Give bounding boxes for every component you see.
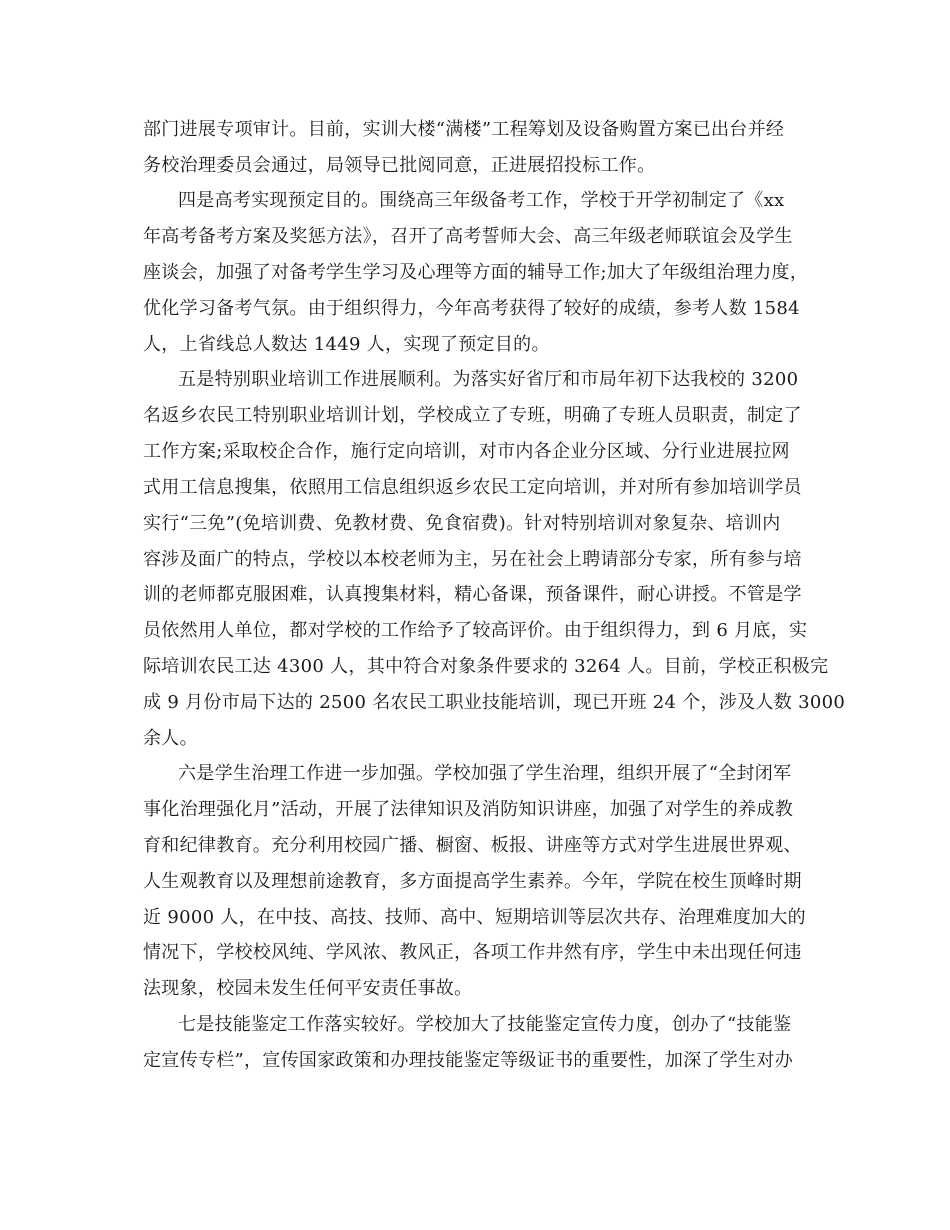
text-line: 际培训农民工达 4300 人，其中符合对象条件要求的 3264 人。目前，学校正积极完 [143, 656, 829, 677]
text-line: 名返乡农民工特别职业培训计划，学校成立了专班，明确了专班人员职责，制定了 [143, 405, 802, 426]
text-line: 座谈会，加强了对备考学生学习及心理等方面的辅导工作;加大了年级组治理力度， [143, 262, 809, 283]
text-line: 人，上省线总人数达 1449 人，实现了预定目的。 [143, 334, 550, 355]
text-line: 工作方案;采取校企合作，施行定向培训，对市内各企业分区域、分行业进展拉网 [143, 441, 790, 462]
paragraph-start-line: 五是特别职业培训工作进展顺利。为落实好省厅和市局年初下达我校的 3200 [178, 369, 799, 390]
text-line: 成 9 月份市局下达的 2500 名农民工职业技能培训，现已开班 24 个，涉及人数 3000 [143, 692, 846, 713]
text-line: 近 9000 人，在中技、高技、技师、高中、短期培训等层次共存、治理难度加大的 [143, 907, 806, 928]
text-line: 容涉及面广的特点，学校以本校老师为主，另在社会上聘请部分专家，所有参与培 [143, 549, 802, 570]
text-line: 定宣传专栏”，宣传国家政策和办理技能鉴定等级证书的重要性，加深了学生对办 [143, 1050, 793, 1071]
text-line: 情况下，学校校风纯、学风浓、教风正，各项工作井然有序，学生中未出现任何违 [143, 942, 802, 963]
text-line: 人生观教育以及理想前途教育，多方面提高学生素养。今年，学院在校生顶峰时期 [143, 871, 802, 892]
text-line: 优化学习备考气氛。由于组织得力，今年高考获得了较好的成绩，参考人数 1584 [143, 298, 800, 319]
text-line: 务校治理委员会通过，局领导已批阅同意，正进展招投标工作。 [143, 155, 656, 176]
text-line: 年高考备考方案及奖惩方法》，召开了高考誓师大会、高三年级老师联谊会及学生 [143, 226, 793, 247]
text-line: 员依然用人单位，都对学校的工作给予了较高评价。由于组织得力，到 6 月底，实 [143, 620, 808, 641]
paragraph-start-line: 七是技能鉴定工作落实较好。学校加大了技能鉴定宣传力度，创办了“技能鉴 [178, 1014, 792, 1035]
text-line: 法现象，校园未发生任何平安责任事故。 [143, 978, 473, 999]
text-line: 余人。 [143, 728, 198, 749]
text-line: 部门进展专项审计。目前，实训大楼“满楼”工程筹划及设备购置方案已出台并经 [143, 119, 785, 140]
paragraph-start-line: 六是学生治理工作进一步加强。学校加强了学生治理，组织开展了“全封闭军 [178, 763, 792, 784]
paragraph-start-line: 四是高考实现预定目的。围绕高三年级备考工作，学校于开学初制定了《xx [178, 190, 785, 211]
text-line: 实行“三免”(免培训费、免教材费、免食宿费)。针对特别培训对象复杂、培训内 [143, 513, 781, 534]
text-line: 事化治理强化月”活动，开展了法律知识及消防知识讲座，加强了对学生的养成教 [143, 799, 793, 820]
text-line: 育和纪律教育。充分利用校园广播、橱窗、板报、讲座等方式对学生进展世界观、 [143, 835, 802, 856]
text-line: 训的老师都克服困难，认真搜集材料，精心备课，预备课件，耐心讲授。不管是学 [143, 584, 802, 605]
text-line: 式用工信息搜集，依照用工信息组织返乡农民工定向培训，并对所有参加培训学员 [143, 477, 802, 498]
